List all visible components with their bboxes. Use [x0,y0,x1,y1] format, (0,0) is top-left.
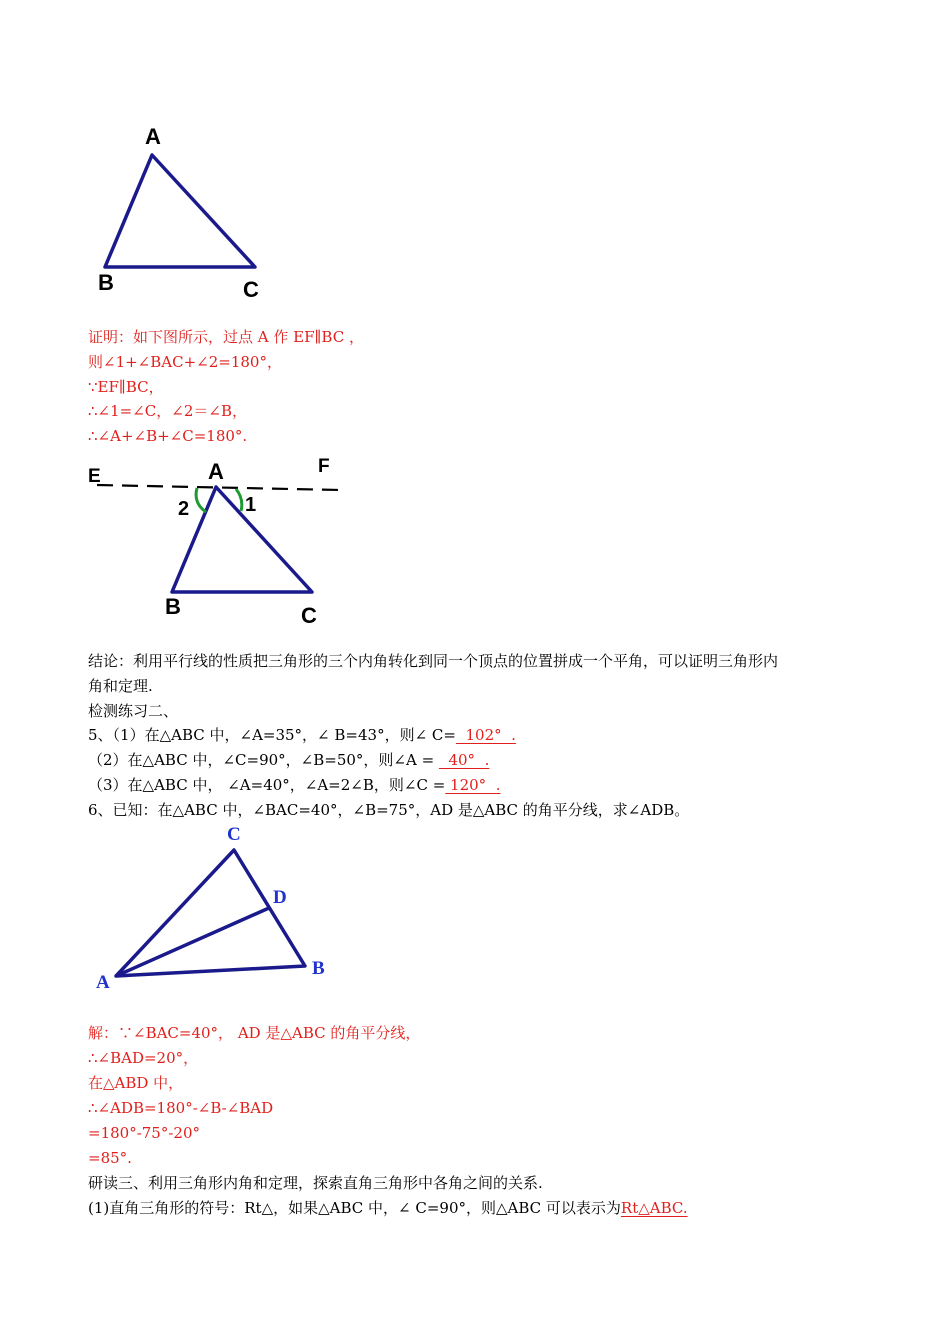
vertex-c-label-2: C [301,603,317,628]
q5-p1-text: 5、（1）在△ABC 中，∠A=35°，∠ B=43°，则∠ C= [88,726,456,744]
section-3-item-1 [88,1198,688,1218]
section-2-title: 检测练习二、 [88,702,179,720]
proof-line-4: ∴∠1=∠C，∠2＝∠B， [88,402,247,420]
s3-item1-text: (1)直角三角形的符号：Rt△，如果△ABC 中，∠ C=90°，则△ABC 可以表示为 [88,1199,621,1217]
triangle-acb-shape [116,850,305,976]
solution-line-3: 在△ABD 中， [88,1074,184,1092]
proof-line-1: 证明：如下图所示，过点 A 作 EF∥BC ， [88,328,364,346]
bisector-ad [116,908,269,976]
point-f-label: F [318,456,330,477]
q5-p2-text: （2）在△ABC 中，∠C=90°，∠B=50°，则∠A = [88,751,439,769]
vertex-b-label-3: B [312,958,325,979]
section-3-title: 研读三、利用三角形内角和定理，探索直角三角形中各角之间的关系. [88,1174,543,1192]
vertex-a-label-3: A [96,972,110,993]
angle-2-label: 2 [178,498,190,520]
vertex-c-label: C [243,277,259,302]
angle-1-label: 1 [245,494,257,516]
solution-line-6: =85°. [88,1149,132,1167]
vertex-b-label-2: B [165,594,181,619]
solution-line-1: 解：∵∠BAC=40°， AD 是△ABC 的角平分线， [88,1024,421,1042]
q5-p3-text: （3）在△ABC 中， ∠A=40°，∠A=2∠B，则∠C = [88,776,446,794]
q5-p1-answer: 102° . [455,726,516,744]
point-d-label: D [273,887,287,908]
vertex-a-label: A [145,124,161,149]
s3-item1-answer: Rt△ABC. [620,1199,688,1217]
q5-p2-answer: 40° . [438,751,490,769]
question-6-text: 6、已知：在△ABC 中，∠BAC=40°，∠B=75°，AD 是△ABC 的角平分线，求∠ADB。 [88,801,690,819]
vertex-b-label: B [98,270,114,295]
point-e-label: E [88,466,101,487]
q5-p3-answer: 120° . [445,776,501,794]
conclusion-line-1: 结论：利用平行线的性质把三角形的三个内角转化到同一个顶点的位置拼成一个平角，可以证明三角形内 [88,652,779,670]
proof-line-3: ∵EF∥BC， [88,378,164,396]
vertex-c-label-3: C [227,824,241,845]
solution-line-4: ∴∠ADB=180°-∠B-∠BAD [88,1099,274,1117]
solution-line-2: ∴∠BAD=20°， [88,1049,199,1067]
vertex-a-label-2: A [208,459,224,484]
solution-line-5: =180°-75°-20° [88,1124,201,1142]
proof-line-2: 则∠1+∠BAC+∠2=180°， [88,353,282,371]
conclusion-line-2: 角和定理. [88,677,153,695]
proof-line-5: ∴∠A+∠B+∠C=180°. [88,427,248,445]
